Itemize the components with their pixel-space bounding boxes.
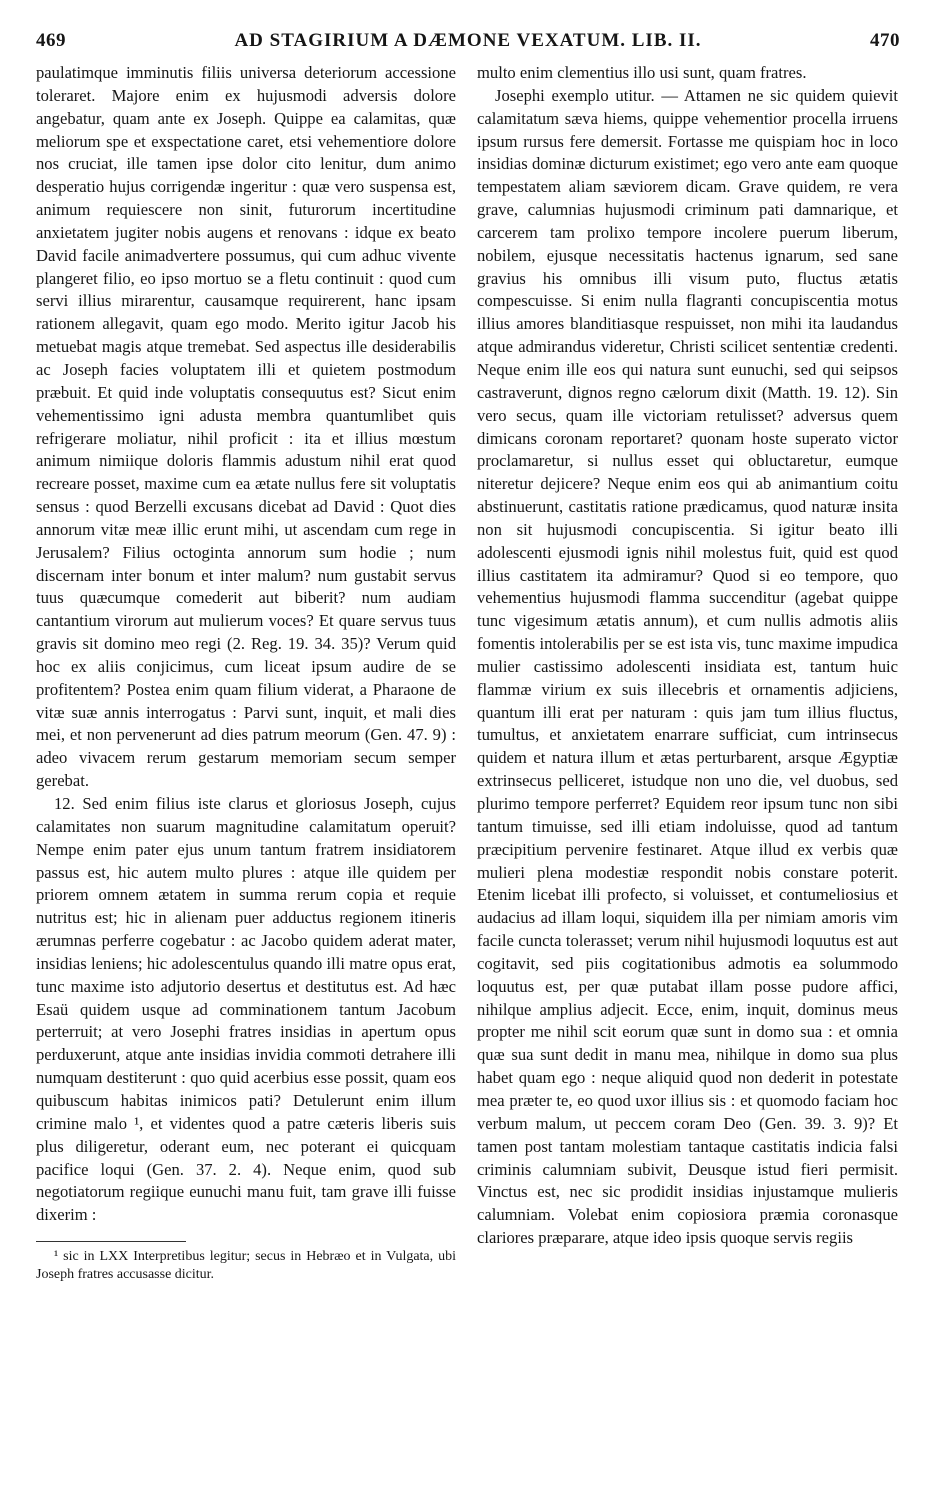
running-title: AD STAGIRIUM A DÆMONE VEXATUM. LIB. II. — [234, 30, 702, 51]
footnote: ¹ sic in LXX Interpretibus legitur; secus in Hebræo et in Vulgata, ubi Joseph fratres accusasse dicitur. — [36, 1249, 456, 1283]
paragraph-continued-right: multo enim clementius illo usi sunt, quam fratres. — [477, 63, 807, 82]
paragraph-12: 12. Sed enim filius iste clarus et gloriosus Joseph, cujus calamitates non suarum magnitudine calamitatum operuit? Nempe enim pater ejus unum tantum fratrem insidiatorem passus est, hic autem multo plures : atque ille quidem per priorem omnem ætatem in summa rerum copia et requie nutritus est; hic in alienam puer adductus regionem itineris ærumnas perferre cogebatur : ac Jacobo quidem aderat mater, insidias leniens; hic adolescentulus quando illi matre opus erat, tunc maxime isto adjutorio desertus et destitutus est. Ad hæc Esaü quidem usque ad comminationem tantum Jacobum perterruit; at vero Josephi fratres insidias in apertum opus perduxerunt, atque ante insidias invidia commoti detrahere illi numquam destiterunt : quo quid acerbius esse possit, quam eos quibuscum habitas inimicos pati? Detulerunt enim illum crimine malo ¹, et videntes quod a patre cæteris liberis suis plus diligeretur, oderant eum, nec poterant ei quicquam pacifice loqui (Gen. 37. 2. 4). Neque enim, quod sub negotiatorum regiique eunuchi manu fuit, tam grave illi fuisse dixerim : — [36, 794, 456, 1225]
footnote-divider — [36, 1241, 186, 1242]
running-header — [36, 30, 900, 56]
page-number-left: 469 — [36, 30, 66, 51]
right-column — [477, 62, 898, 1250]
paragraph-continued: paulatimque imminutis filiis universa deteriorum accessione toleraret. Majore enim ex hujusmodi adversis dolore angebatur, quam ante ex Joseph. Quippe ea calamitas, quæ meliorum spe et exspectatione caret, etsi vehementiore dolore nos cruciat, ille tamen ipse dolor cito lenitur, dum animo desperatio hujus corrigendæ ingeritur : quæ vero suspensa est, animum requiescere non sinit, futurorum incertitudine anxietatem jugiter nobis augens et renovans : idque ex beato David facile animadvertere possumus, qui cum adhuc vivente plangeret filio, eo ipso mortuo se a fletu continuit : quod cum servi illius mirarentur, causamque requirerent, hanc ipsam rationem allegavit, quam ego modo. Merito igitur Jacob his metuebat magis atque tremebat. Sed aspectus ille desiderabilis ac Joseph facies voluptatem illi et quietem postmodum præbuit. Et quid inde voluptatis consequutus est? Sicut enim vehementissimo igni adusta membra quantumlibet quis refrigerare moliatur, nihil proficit : ita et illius mœstum animum nimiique doloris flammis adustum nihil erat quod recreare posset, maxime cum ea ætate nullus fere sit voluptatis sensus : quod Berzelli excusans dicebat ad David : Quot dies annorum vitæ meæ illic erunt mihi, ut ascendam cum rege in Jerusalem? Filius octoginta annorum sum hodie ; num discernam inter bonum et inter malum? num gustabit servus tuus quæcumque comederit aut biberit? num audiam cantantium virorum aut mulierum voces? Et quare servus tuus gravis sit domino meo regi (2. Reg. 19. 34. 35)? Verum quid hoc ex aliis conjicimus, cum liceat ipsum audire de se profitentem? Postea enim quam filium viderat, a Pharaone de vitæ suæ annis interrogatus : Parvi sunt, inquit, et mali dies mei, et non pervenerunt ad dies patrum meorum (Gen. 47. 9) : adeo vivacem rerum gestarum memoriam secum semper gerebat. — [36, 63, 456, 791]
paragraph-josephi: Josephi exemplo utitur. — Attamen ne sic quidem quievit calamitatum sæva hiems, quippe vehementior procella irruens ipsum rursus fere demersit. Fortasse me quispiam hoc in loco insidias dominæ dicturum existimet; ego vero ante eam quoque tempestatem aliam sæviorem dicam. Grave quidem, re vera grave, calumnias hujusmodi criminum pati damnarique, et carcerem tam prolixo tempore incolere puerum liberum, nobilem, ejusque necessitatis hactenus ignarum, sed sane gravius his omnibus illi visum puto, fluctus ætatis compescuisse. Si enim nulla flagranti concupiscentia motus illius amores blanditiasque respuisset, non mihi ita laudandus atque admirandus videretur, Christi scilicet sententiæ credenti. Neque enim ille eos qui natura sunt eunuchi, sed qui seipsos castraverunt, dignos regno cælorum dixit (Matth. 19. 12). Sin vero secus, quam ille victoriam retulisset? adversus quem dimicans coronam reportaret? quonam hoste superato victor proclamaretur, si nullus esset qui obluctaretur, eumque niteretur dejicere? Neque enim eos qui ab animantium coitu abstinuerunt, castitatis ratione prædicamus, quod naturæ insita non sit hujusmodi concupiscentia. Si igitur beato illi adolescenti ejusmodi ignis nihil molestus fuit, quid est quod illius castitatem ita admiramur? Quod si eo tempore, quo vehementius hujusmodi flamma succenditur (agebat quippe tunc vigesimum ætatis annum), et cum nullis admotis aliis fomentis intolerabilis per se est ista vis, tunc maxime impudica mulier castissimo adolescenti insidiata est, tantum huic flammæ virium ex suis illecebris et ornamentis adjiciens, quantum illi erat per naturam : quis jam tum illius fluctus, tumultus, et anxietatem enarrare sufficiat, cum intrinsecus quidem et natura illum et ætas perturbarent, arsque Ægyptiæ extrinsecus pelliceret, istudque non uno die, vel duobus, sed plurimo tempore perferret? Equidem reor ipsum tunc non sibi tantum timuisse, sed illi etiam indoluisse, quod ad tantum præcipitium pervenire festinaret. Atque illud ex verbis quæ mulieri plena modestiæ respondit nobis constare poterit. Etenim licebat illi profecto, si voluisset, et contumeliosius et audacius ad illam loqui, siquidem illa per nimiam amoris vim facile cuncta tolerasset; verum nihil hujusmodi loquutus est aut cogitavit, sed piis cogitationibus admotis ea solummodo loquutus est, per quæ putabat illam posse pudore affici, nihilque amplius adjecit. Ecce, enim, inquit, dominus meus propter me nihil scit eorum quæ sunt in domo sua : et omnia quæ sua sunt dedit in manu mea, nihilque in domo sua plus habet quam ego : neque aliquid quod non dederit in potestate mea præter te, eo quod uxor illius sis : et quomodo faciam hoc verbum malum, ut peccem coram Deo (Gen. 39. 3. 9)? Et tamen post tantam molestiam tantaque castitatis indicia falsi criminis calumniam subivit, Deusque istud fieri permisit. Vinctus est, nec sic prodidit insidias injustamque mulieris calumniam. Volebat enim copiosiora præmia coronasque clariores præparare, atque ideo ipsis quoque servis regiis — [477, 85, 898, 1248]
page-number-right: 470 — [869, 30, 900, 51]
left-column — [36, 62, 456, 1284]
